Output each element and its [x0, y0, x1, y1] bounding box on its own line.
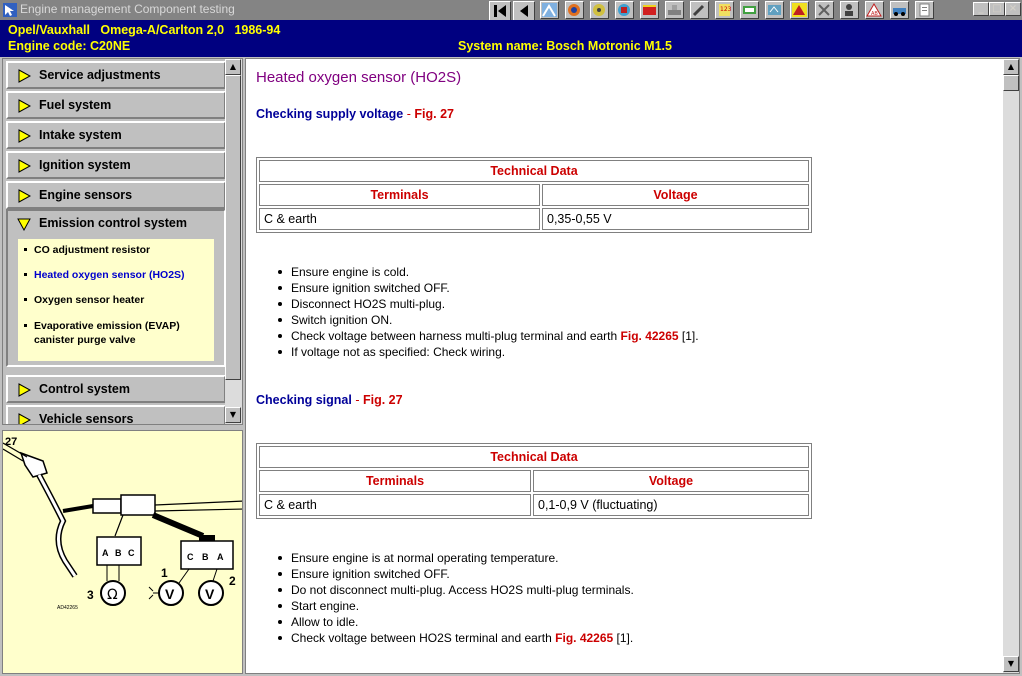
- arrow-down-icon: [17, 217, 31, 231]
- scroll-down-icon[interactable]: ▼: [225, 407, 241, 423]
- list-item: Ensure ignition switched OFF.: [291, 280, 699, 296]
- svg-text:2: 2: [229, 574, 236, 588]
- figure-panel: [2, 430, 243, 674]
- sub-evap-canister-purge-valve[interactable]: Evaporative emission (EVAP) canister purge valve: [24, 319, 204, 347]
- toolbar-tool-11-button[interactable]: [790, 1, 809, 19]
- title-bar: [0, 0, 1022, 20]
- vehicle-icon: [891, 2, 908, 18]
- nav-ignition-system[interactable]: Ignition system: [6, 151, 226, 179]
- arrow-right-icon: [17, 159, 31, 173]
- emission-sublist: [18, 239, 214, 361]
- first-page-button[interactable]: [489, 1, 511, 21]
- list-item: Ensure engine is cold.: [291, 264, 699, 280]
- nav-scrollbar[interactable]: [225, 59, 242, 424]
- document-icon: [916, 2, 933, 18]
- tool-icon: [666, 2, 683, 18]
- window-title: Engine management Component testing: [20, 2, 235, 16]
- warning-icon: [791, 2, 808, 18]
- signal-steps: [291, 550, 634, 646]
- nav-fuel-system[interactable]: Fuel system: [6, 91, 226, 119]
- svg-text:AB: AB: [871, 11, 878, 17]
- content-scrollbar[interactable]: [1003, 59, 1020, 673]
- list-item: Allow to idle.: [291, 614, 634, 630]
- minimize-button[interactable]: _: [973, 2, 989, 16]
- previous-icon: [514, 2, 534, 20]
- svg-text:B: B: [115, 548, 122, 558]
- numbers-icon: [716, 2, 733, 18]
- nav-emission-control-system[interactable]: Emission control system CO adjustment resistor Heated oxygen sensor (HO2S) Oxygen sensor heater Evaporative emission (EVAP) canister purge valve: [6, 209, 226, 367]
- svg-text:V: V: [165, 586, 175, 602]
- list-item: Start engine.: [291, 598, 634, 614]
- toolbar-tool-1-button[interactable]: [540, 1, 559, 19]
- list-item: Ensure engine is at normal operating temperature.: [291, 550, 634, 566]
- system-name: System name: Bosch Motronic M1.5: [458, 39, 672, 53]
- multi-plug-shape: [93, 499, 121, 513]
- svg-text:3: 3: [87, 588, 94, 602]
- section-signal-heading: Checking signal - Fig. 27: [256, 393, 403, 407]
- toolbar-tool-16-button[interactable]: [915, 1, 934, 19]
- technical-data-table: Technical Data Terminals Voltage C & earth 0,1-0,9 V (fluctuating): [256, 443, 812, 519]
- list-item: Check voltage between harness multi-plug terminal and earth Fig. 42265 [1].: [291, 329, 699, 343]
- toolbar-tool-14-button[interactable]: [865, 1, 884, 19]
- road-icon: [541, 2, 558, 18]
- vehicle-model: Opel/Vauxhall Omega-A/Carlton 2,0 1986-94: [8, 23, 281, 37]
- car-icon: [741, 2, 758, 18]
- svg-text:123: 123: [720, 6, 732, 13]
- airbag-icon: [866, 2, 883, 18]
- app-icon: [2, 2, 18, 18]
- sub-co-adjustment-resistor[interactable]: CO adjustment resistor: [24, 243, 150, 257]
- close-button[interactable]: ×: [1005, 2, 1021, 16]
- content-panel: [245, 58, 1020, 674]
- section-navigation: [2, 58, 243, 425]
- toolbar-tool-7-button[interactable]: [690, 1, 709, 19]
- nav-vehicle-sensors[interactable]: Vehicle sensors: [6, 405, 226, 425]
- section-supply-voltage-heading: Checking supply voltage - Fig. 27: [256, 107, 454, 121]
- scroll-up-icon[interactable]: ▲: [225, 59, 241, 75]
- list-item: Ensure ignition switched OFF.: [291, 566, 634, 582]
- toolbar-tool-6-button[interactable]: [665, 1, 684, 19]
- svg-text:C: C: [187, 552, 194, 562]
- sub-heated-oxygen-sensor[interactable]: Heated oxygen sensor (HO2S): [24, 268, 185, 282]
- battery-icon: [641, 2, 658, 18]
- svg-text:V: V: [205, 586, 215, 602]
- toolbar-tool-8-button[interactable]: [715, 1, 734, 19]
- scroll-up-icon[interactable]: ▲: [1003, 59, 1019, 75]
- nav-intake-system[interactable]: Intake system: [6, 121, 226, 149]
- svg-text:A: A: [102, 548, 109, 558]
- arrow-right-icon: [17, 129, 31, 143]
- person-icon: [841, 2, 858, 18]
- svg-text:Ω: Ω: [107, 587, 118, 603]
- arrow-right-icon: [17, 413, 31, 425]
- list-item: If voltage not as specified: Check wiring.: [291, 344, 699, 360]
- engine-code: Engine code: C20NE: [8, 39, 131, 53]
- arrow-right-icon: [17, 99, 31, 113]
- supply-voltage-steps: [291, 264, 699, 360]
- toolbar-tool-5-button[interactable]: [640, 1, 659, 19]
- toolbar-tool-13-button[interactable]: [840, 1, 859, 19]
- oxygen-sensor-shape: [21, 453, 47, 477]
- arrow-right-icon: [17, 69, 31, 83]
- scroll-down-icon[interactable]: ▼: [1003, 656, 1019, 672]
- arrow-right-icon: [17, 189, 31, 203]
- diagram-icon: [766, 2, 783, 18]
- maximize-button[interactable]: □: [989, 2, 1005, 16]
- pliers-icon: [816, 2, 833, 18]
- list-item: Switch ignition ON.: [291, 312, 699, 328]
- svg-text:B: B: [202, 552, 209, 562]
- sensor-icon: [616, 2, 633, 18]
- figure-number: 27: [5, 436, 18, 448]
- svg-text:A: A: [217, 552, 224, 562]
- list-item: Disconnect HO2S multi-plug.: [291, 296, 699, 312]
- engine-icon: [566, 2, 583, 18]
- toolbar-tool-15-button[interactable]: [890, 1, 909, 19]
- wiring-diagram: [3, 431, 243, 674]
- fig-link[interactable]: Fig. 42265: [620, 329, 679, 343]
- list-item: Check voltage between HO2S terminal and earth Fig. 42265 [1].: [291, 631, 634, 645]
- toolbar-tool-10-button[interactable]: [765, 1, 784, 19]
- fig-link[interactable]: Fig. 27: [362, 393, 403, 407]
- technical-data-table: Technical Data Terminals Voltage C & earth 0,35-0,55 V: [256, 157, 812, 233]
- nav-service-adjustments[interactable]: Service adjustments: [6, 61, 226, 89]
- fig-link[interactable]: Fig. 27: [414, 107, 454, 121]
- nav-control-system[interactable]: Control system: [6, 375, 226, 403]
- toolbar-tool-12-button[interactable]: [815, 1, 834, 19]
- toolbar-tool-4-button[interactable]: [615, 1, 634, 19]
- fig-link[interactable]: Fig. 42265: [555, 631, 614, 645]
- svg-text:1: 1: [161, 566, 168, 580]
- sub-oxygen-sensor-heater[interactable]: Oxygen sensor heater: [24, 293, 144, 307]
- nav-scroll-thumb[interactable]: [225, 75, 241, 380]
- previous-button[interactable]: [513, 1, 535, 21]
- vehicle-header: [0, 20, 1022, 57]
- svg-text:AD42265: AD42265: [57, 605, 78, 611]
- wrench-icon: [691, 2, 708, 18]
- list-item: Do not disconnect multi-plug. Access HO2S multi-plug terminals.: [291, 583, 634, 597]
- toolbar-tool-9-button[interactable]: [740, 1, 759, 19]
- first-page-icon: [490, 2, 510, 20]
- gear-icon: [591, 2, 608, 18]
- toolbar-tool-3-button[interactable]: [590, 1, 609, 19]
- toolbar-tool-2-button[interactable]: [565, 1, 584, 19]
- svg-text:C: C: [128, 548, 135, 558]
- page-title: Heated oxygen sensor (HO2S): [256, 69, 462, 86]
- arrow-right-icon: [17, 383, 31, 397]
- content-scroll-thumb[interactable]: [1003, 75, 1019, 91]
- nav-engine-sensors[interactable]: Engine sensors: [6, 181, 226, 209]
